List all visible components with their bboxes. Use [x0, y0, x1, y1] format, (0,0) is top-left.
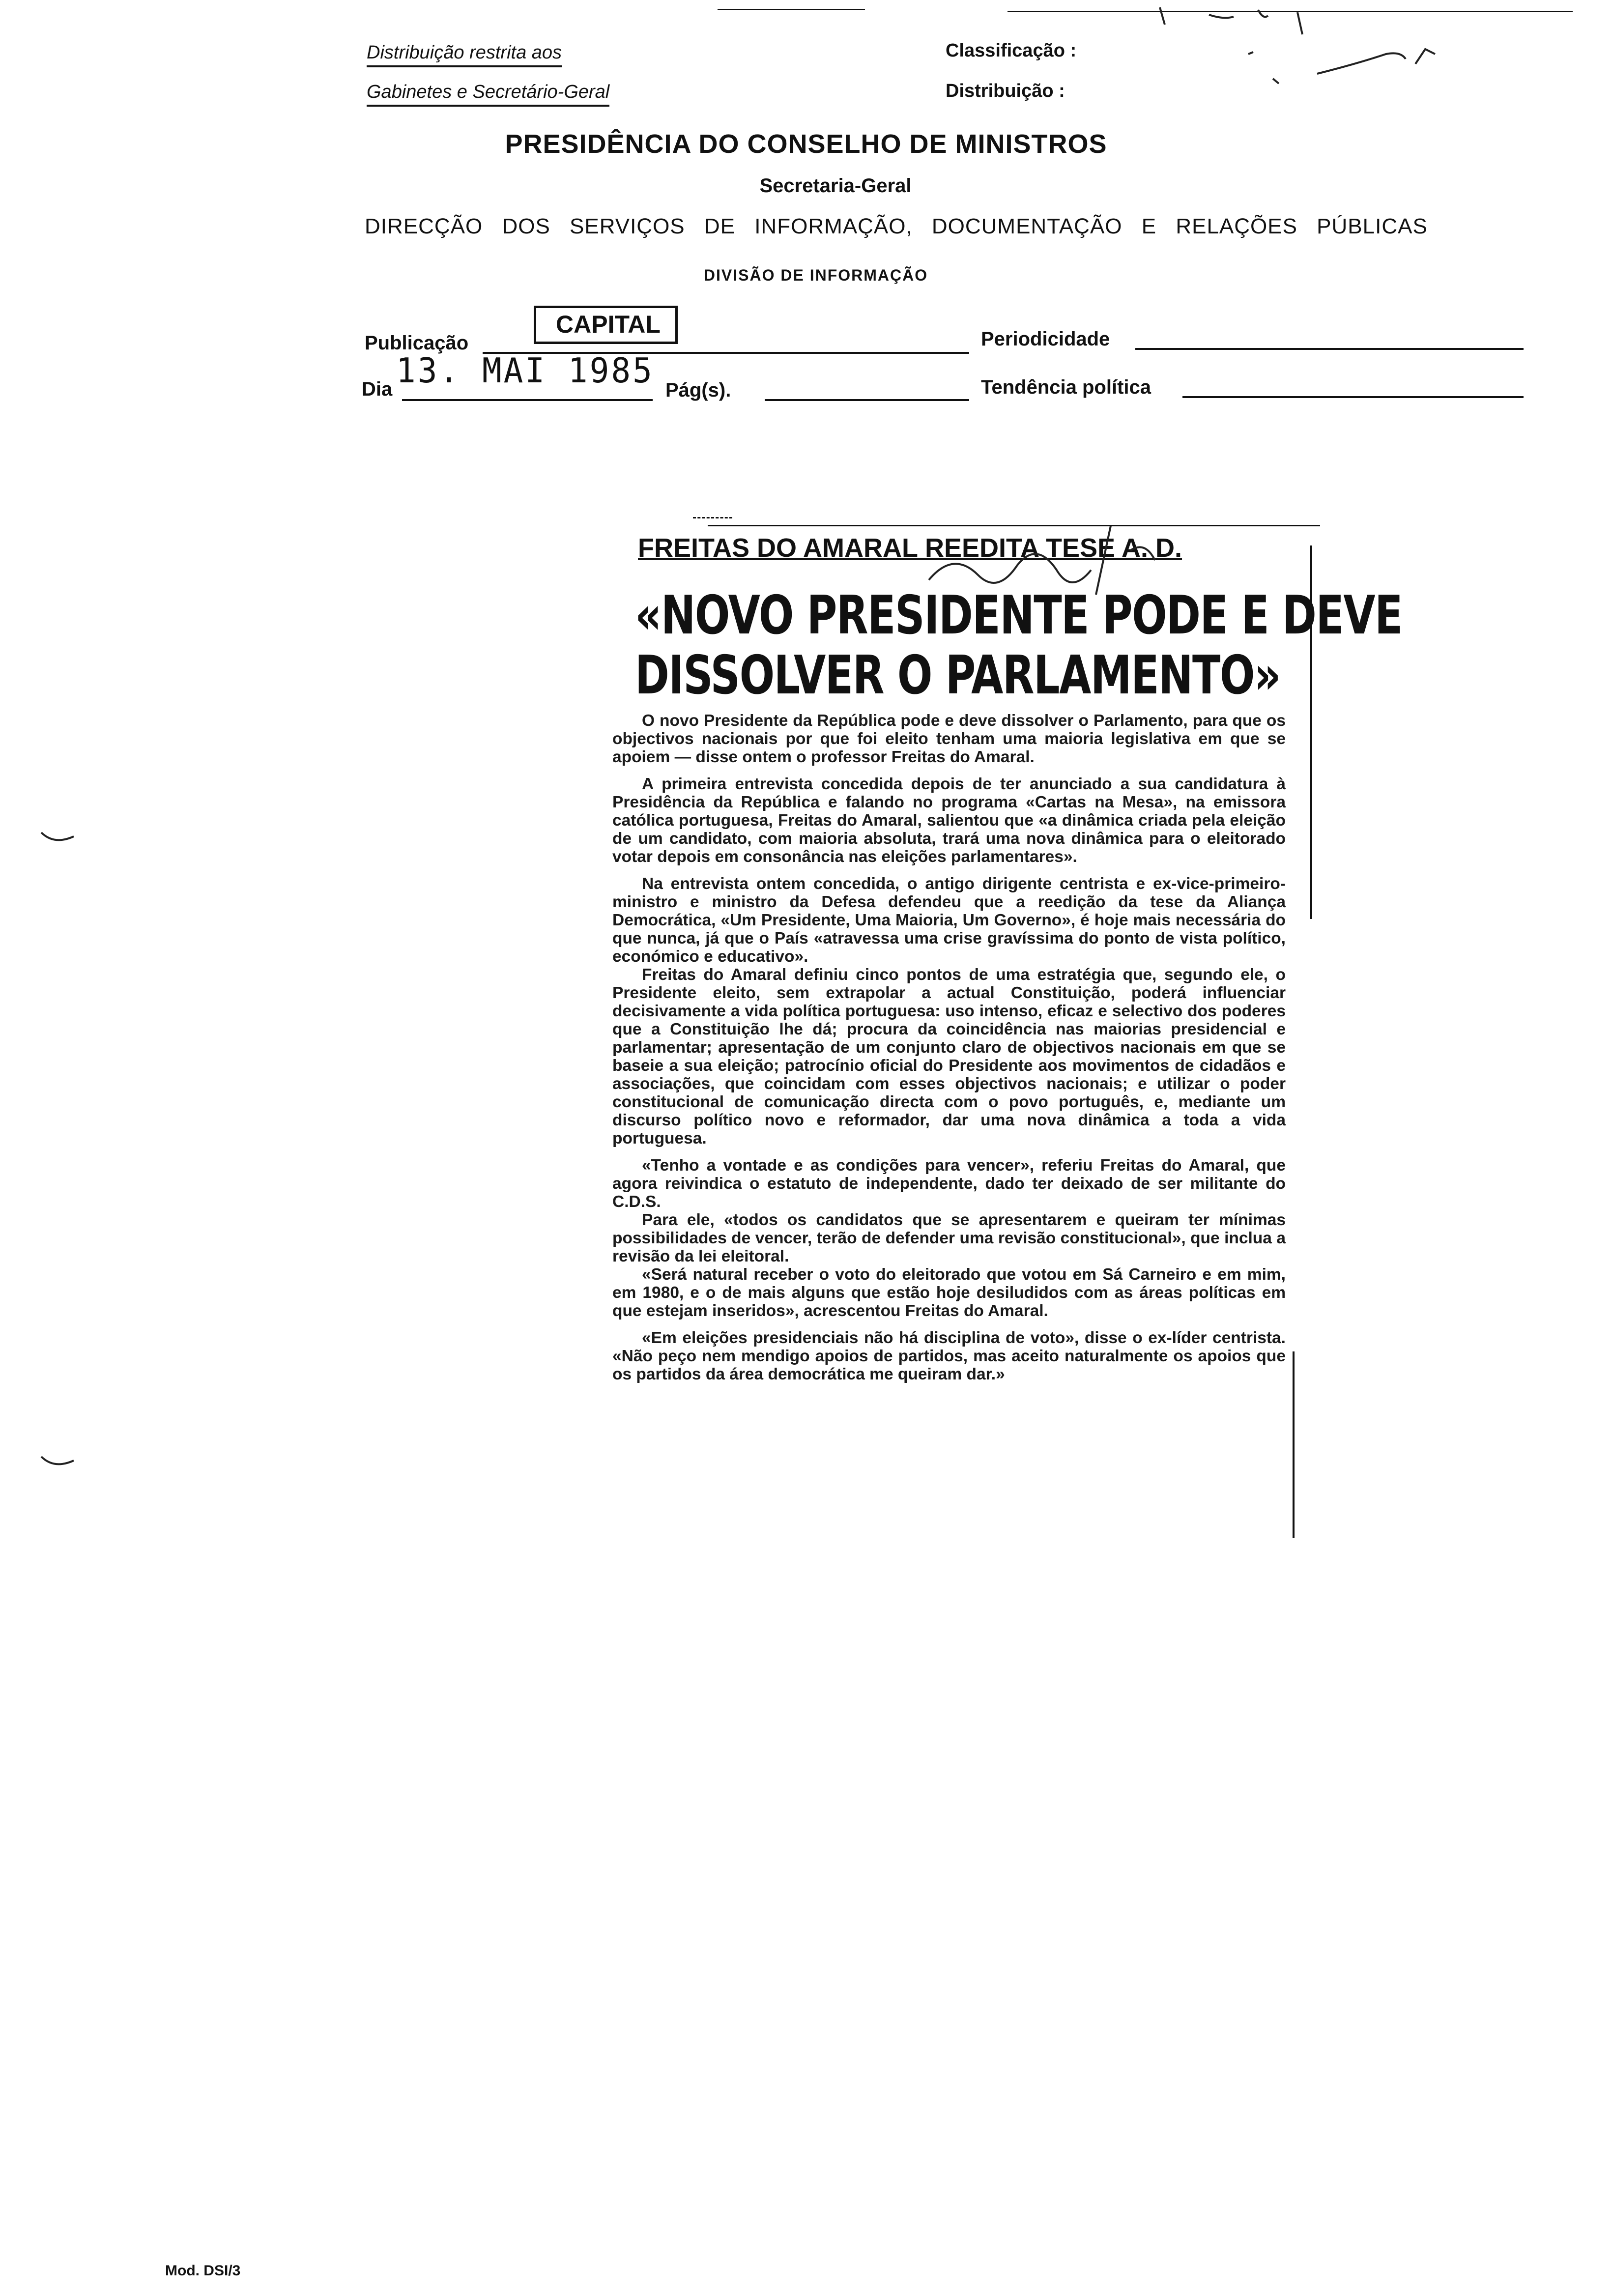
punch-hole-mark-lower — [39, 1455, 79, 1474]
pages-field-line — [765, 399, 969, 401]
article-paragraph: «Tenho a vontade e as condições para vencer», referiu Freitas do Amaral, que agora reivindica o estatuto de independente, dado ter deixado de ser militante do C.D.S. — [612, 1156, 1286, 1211]
article-paragraph: Na entrevista ontem concedida, o antigo dirigente centrista e ex-vice-primeiro-ministro e ministro da Defesa defendeu que a reedição da tese da Aliança Democrática, «Um Presidente, Uma Maioria, Um Governo», é hoje mais necessária do que nunca, já que o País «atravessa uma crise gravíssima do ponto de vista político, económico e educativo». — [612, 875, 1286, 966]
secretariat-heading: Secretaria-Geral — [759, 175, 912, 197]
publication-stamp: CAPITAL — [534, 306, 678, 344]
publication-label: Publicação — [365, 332, 469, 354]
day-label: Dia — [362, 378, 393, 400]
clipping-right-rule-lower — [1293, 1351, 1295, 1538]
periodicity-label: Periodicidade — [981, 328, 1110, 350]
article-kicker: FREITAS DO AMARAL REEDITA TESE A. D. — [638, 533, 1182, 563]
political-tendency-label: Tendência política — [981, 376, 1151, 398]
directorate-heading: DIRECÇÃO DOS SERVIÇOS DE INFORMAÇÃO, DOCUMENTAÇÃO E RELAÇÕES PÚBLICAS — [365, 214, 1428, 238]
article-paragraph: A primeira entrevista concedida depois de ter anunciado a sua candidatura à Presidência da República e falando no programa «Cartas na Mesa», na emissora católica portuguesa, Freitas do Amaral, salientou que «a dinâmica criada pela eleição de um candidato, com maioria absoluta, trará uma nova dinâmica para o eleitorado votar depois em consonância nas eleições parlamentares». — [612, 775, 1286, 866]
clipping-top-mark — [693, 517, 732, 518]
article-paragraph: «Será natural receber o voto do eleitorado que votou em Sá Carneiro e em mim, em 1980, e o de mais alguns que estão hoje desiludidos com as áreas políticas em que estejam inseridos», acrescentou Freitas do Amaral. — [612, 1265, 1286, 1320]
article-headline-line-2: DISSOLVER O PARLAMENTO» — [635, 645, 1280, 706]
division-heading: DIVISÃO DE INFORMAÇÃO — [703, 266, 928, 284]
article-paragraph: Freitas do Amaral definiu cinco pontos de uma estratégia que, segundo ele, o Presidente eleito, sem extrapolar a actual Constituição, poderá influenciar decisivamente a vida política portuguesa: uso intenso, eficaz e selectivo dos poderes que a Constituição lhe dá; procura da coincidência nas maiorias presidencial e parlamentar; apresentação de um conjunto claro de objectivos nacionais em que se baseie a sua eleição; patrocínio oficial do Presidente aos movimentos de cidadãos e associações, que coincidam com esses objectivos nacionais; e utilizar o poder constitucional de comunicação directa com o povo português, e, mediante um discurso político novo e reformador, dar uma nova dinâmica a toda a vida portuguesa. — [612, 966, 1286, 1148]
distribution-line-1: Distribuição restrita aos — [367, 42, 562, 67]
top-scan-rule — [718, 9, 865, 10]
punch-hole-mark-upper — [39, 831, 79, 850]
pages-label: Pág(s). — [665, 379, 731, 401]
political-tendency-field-line — [1182, 396, 1524, 398]
article-body — [612, 712, 1286, 1383]
distribution-label: Distribuição : — [946, 81, 1065, 101]
clipping-right-rule-upper — [1310, 545, 1312, 919]
article-paragraph: Para ele, «todos os candidatos que se apresentarem e queiram ter mínimas possibilidades de vencer, terão de defender uma revisão constitucional», que inclua a revisão da lei eleitoral. — [612, 1211, 1286, 1265]
classification-label: Classificação : — [946, 40, 1077, 61]
distribution-line-2: Gabinetes e Secretário-Geral — [367, 82, 609, 107]
day-field-line — [402, 399, 653, 401]
article-headline-line-1: «NOVO PRESIDENTE PODE E DEVE — [635, 585, 1402, 646]
article-paragraph: O novo Presidente da República pode e deve dissolver o Parlamento, para que os objectivos nacionais por que foi eleito tenham uma maioria legislativa em que se apoiem — disse ontem o professor Freitas do Amaral. — [612, 712, 1286, 766]
periodicity-field-line — [1135, 348, 1524, 350]
presidency-heading: PRESIDÊNCIA DO CONSELHO DE MINISTROS — [505, 129, 1107, 159]
date-stamp: 13. MAI 1985 — [396, 351, 654, 391]
handwritten-scribble — [1150, 5, 1455, 98]
form-model-reference: Mod. DSI/3 — [165, 2263, 241, 2279]
article-paragraph: «Em eleições presidenciais não há disciplina de voto», disse o ex-líder centrista. «Não peço nem mendigo apoios de partidos, mas aceito naturalmente os apoios que os partidos da área democrática me queiram dar.» — [612, 1329, 1286, 1383]
